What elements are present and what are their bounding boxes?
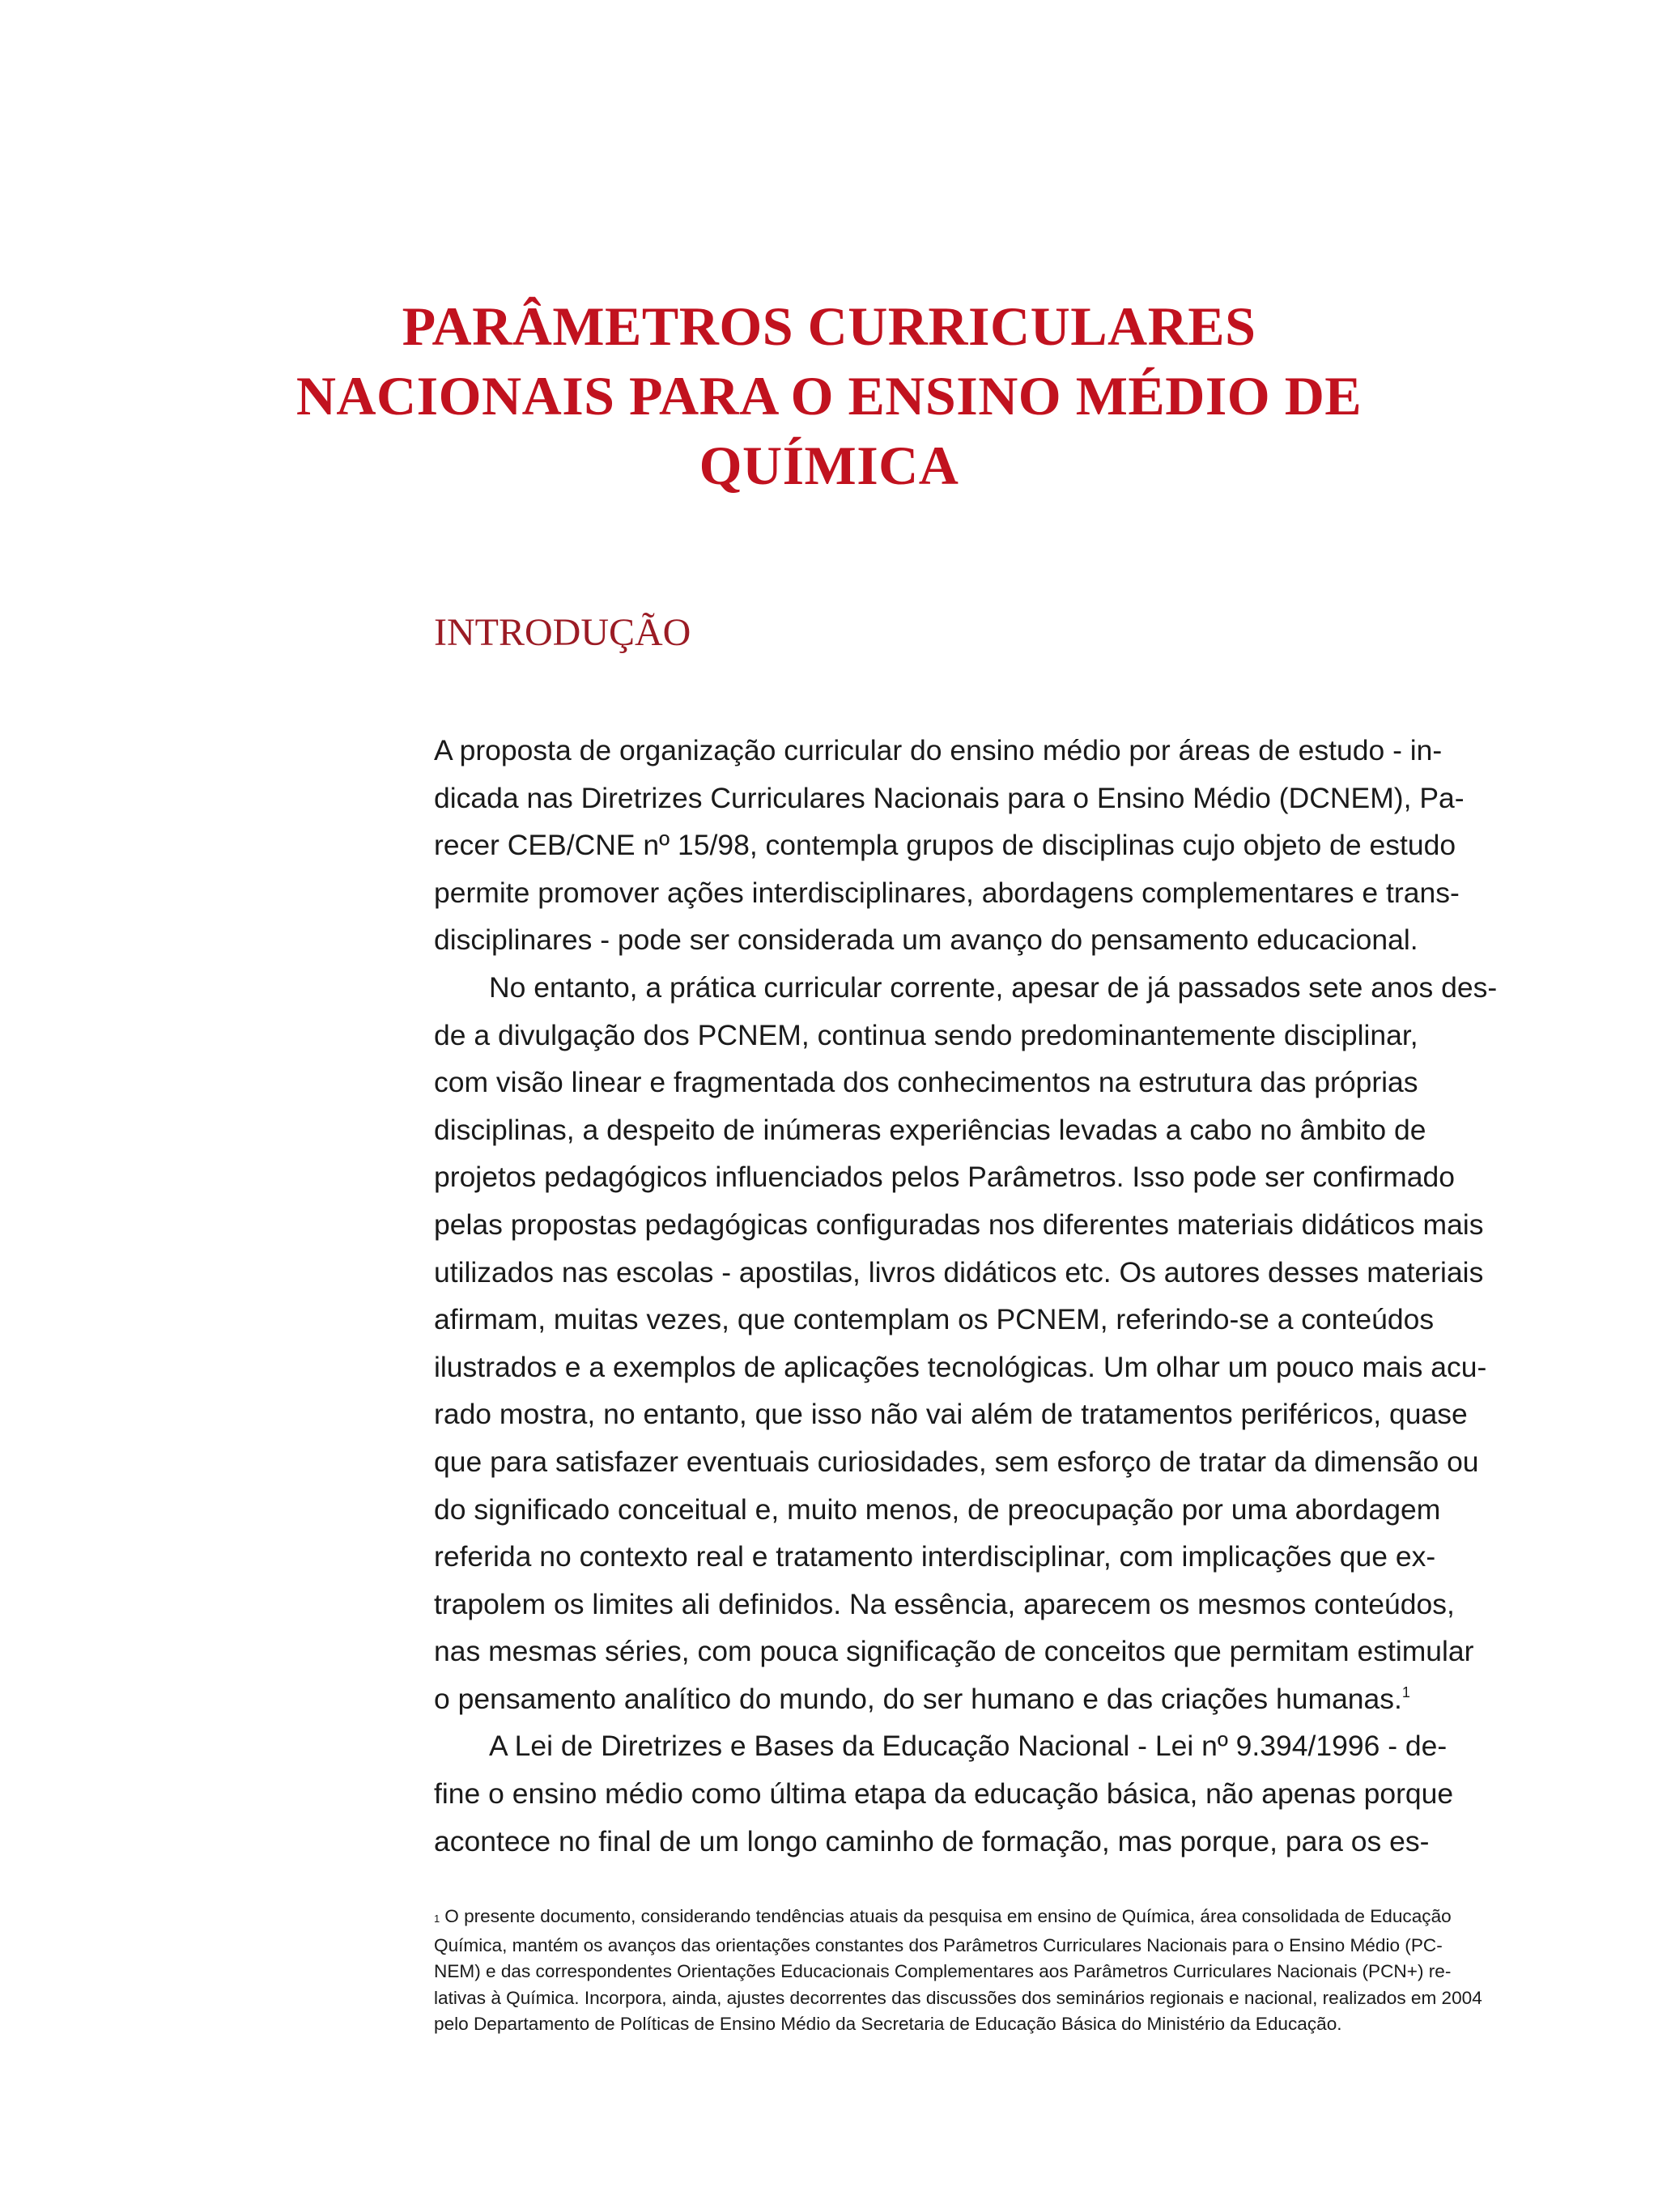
title-line-1: PARÂMETROS CURRICULARES [402,295,1256,357]
text-line-content: o pensamento analítico do mundo, do ser humano e das criações humanas. [434,1682,1402,1715]
text-line: do significado conceitual e, muito menos, de preocupação por uma abordagem [434,1492,1441,1526]
paragraph-3 [434,1722,1527,1865]
text-line: referida no contexto real e tratamento interdisciplinar, com implicações que ex- [434,1540,1436,1573]
text-line: acontece no final de um longo caminho de formação, mas porque, para os es- [434,1824,1430,1857]
text-line: dicada nas Diretrizes Curriculares Nacionais para o Ensino Médio (DCNEM), Pa- [434,781,1465,814]
document-title [0,291,1658,500]
footnote-line: NEM) e das correspondentes Orientações Educacionais Complementares aos Parâmetros Curriculares Nacionais (PCN+) re- [434,1961,1452,1981]
text-line: disciplinares - pode ser considerada um avanço do pensamento educacional. [434,923,1418,957]
text-line-with-footnote-ref [434,1675,1527,1723]
text-line: de a divulgação dos PCNEM, continua sendo predominantemente disciplinar, [434,1018,1418,1051]
text-line: afirmam, muitas vezes, que contemplam os PCNEM, referindo-se a conteúdos [434,1303,1435,1336]
footnote-line [434,1904,1567,1933]
footnote-line-content: O presente documento, considerando tendências atuais da pesquisa em ensino de Química, área consolidada de Educação [444,1906,1452,1926]
text-line: A Lei de Diretrizes e Bases da Educação Nacional - Lei nº 9.394/1996 - de- [489,1730,1448,1763]
text-line: nas mesmas séries, com pouca significação de conceitos que permitam estimular [434,1635,1474,1668]
text-line: ilustrados e a exemplos de aplicações tecnológicas. Um olhar um pouco mais acu- [434,1350,1487,1383]
footnote-line: Química, mantém os avanços das orientações constantes dos Parâmetros Curriculares Nacionais para o Ensino Médio (PC- [434,1934,1443,1955]
title-line-2: NACIONAIS PARA O ENSINO MÉDIO DE [295,365,1363,427]
section-heading: INTRODUÇÃO [434,611,691,654]
text-line: trapolem os limites ali definidos. Na essência, aparecem os mesmos conteúdos, [434,1587,1455,1620]
text-line: pelas propostas pedagógicas configuradas nos diferentes materiais didáticos mais [434,1208,1484,1241]
footnote-line: pelo Departamento de Políticas de Ensino Médio da Secretaria de Educação Básica do Ministério da Educação. [434,2014,1342,2034]
text-line: utilizados nas escolas - apostilas, livros didáticos etc. Os autores desses materiais [434,1255,1484,1289]
text-line: disciplinas, a despeito de inúmeras experiências levadas a cabo no âmbito de [434,1113,1426,1146]
text-line: projetos pedagógicos influenciados pelos Parâmetros. Isso pode ser confirmado [434,1161,1455,1194]
footnote [434,1904,1567,2038]
text-line: rado mostra, no entanto, que isso não vai além de tratamentos periféricos, quase [434,1398,1468,1431]
footnote-marker: 1 [434,1913,440,1925]
paragraph-1 [434,727,1527,964]
footnote-line: lativas à Química. Incorpora, ainda, ajustes decorrentes das discussões dos seminários regionais e nacional, realizados em 2004 [434,1987,1482,2008]
text-line: com visão linear e fragmentada dos conhecimentos na estrutura das próprias [434,1066,1418,1099]
footnote-reference[interactable]: 1 [1401,1683,1410,1700]
body-text [434,727,1527,1865]
text-line: No entanto, a prática curricular corrente, apesar de já passados sete anos des- [489,970,1498,1004]
title-line-3: QUÍMICA [699,435,959,496]
paragraph-2 [434,964,1527,1723]
text-line: recer CEB/CNE nº 15/98, contempla grupos de disciplinas cujo objeto de estudo [434,829,1456,862]
text-line: fine o ensino médio como última etapa da educação básica, não apenas porque [434,1777,1454,1811]
text-line: A proposta de organização curricular do ensino médio por áreas de estudo - in- [434,734,1443,766]
text-line: que para satisfazer eventuais curiosidades, sem esforço de tratar da dimensão ou [434,1445,1479,1478]
text-line: permite promover ações interdisciplinares, abordagens complementares e trans- [434,876,1460,909]
